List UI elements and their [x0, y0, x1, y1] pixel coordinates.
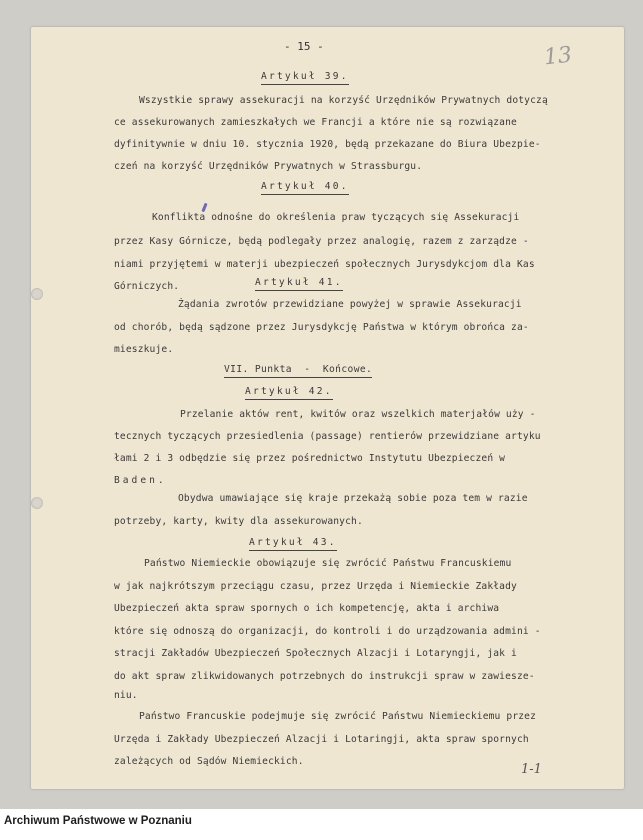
- text-line: Konflikta odnośne do określenia praw tyczących się Assekuracji: [152, 212, 520, 223]
- text-line: od chorób, będą sądzone przez Jurysdykcję Państwa w którym obrońca za-: [114, 322, 529, 333]
- article-heading: Artykuł 43.: [249, 537, 337, 551]
- article-heading: Artykuł 42.: [245, 386, 333, 400]
- page-number: - 15 -: [284, 40, 324, 53]
- text-line: stracji Zakładów Ubezpieczeń Społecznych Alzacji i Lotaryngji, jak i: [114, 648, 517, 659]
- text-line: Państwo Niemieckie obowiązuje się zwrócić Państwu Francuskiemu: [144, 558, 512, 569]
- article-heading: Artykuł 39.: [261, 71, 349, 85]
- punch-hole: [31, 497, 43, 509]
- text-line: Obydwa umawiające się kraje przekażą sobie poza tem w razie: [178, 493, 528, 504]
- text-line: niami przyjętemi w materji ubezpieczeń społecznych Jurysdykcjom dla Kas: [114, 259, 535, 270]
- text-line: które się odnoszą do organizacji, do kontroli i do urządzowania admini -: [114, 626, 541, 637]
- article-heading: Artykuł 41.: [255, 277, 343, 291]
- text-line: do akt spraw zlikwidowanych potrzebnych do instrukcji spraw w zawiesze-: [114, 671, 535, 682]
- text-line: Górniczych.: [114, 281, 180, 292]
- text-line: czeń na korzyść Urzędników Prywatnych w Strassburgu.: [114, 161, 423, 172]
- archive-name: Archiwum Państwowe w Poznaniu: [4, 815, 192, 827]
- text-line: Wszystkie sprawy assekuracji na korzyść Urzędników Prywatnych dotyczą: [139, 95, 548, 106]
- text-line: ce assekurowanych zamieszkałych we Francji a które nie są rozwiązane: [114, 117, 517, 128]
- text-line: łami 2 i 3 odbędzie się przez pośrednictwo Instytutu Ubezpieczeń w: [114, 453, 506, 464]
- text-line: przez Kasy Górnicze, będą podlegały przez analogię, razem z zarządze -: [114, 236, 529, 247]
- text-line: Żądania zwrotów przewidziane powyżej w sprawie Assekuracji: [178, 299, 522, 310]
- handwritten-page-number: 13: [542, 42, 574, 71]
- text-line: potrzeby, karty, kwity dla assekurowanych.: [114, 516, 363, 527]
- text-line: Przelanie aktów rent, kwitów oraz wszelkich materjałów uży -: [180, 409, 536, 420]
- text-line: zależących od Sądów Niemieckich.: [114, 756, 304, 767]
- text-line: dyfinitywnie w dniu 10. stycznia 1920, będą przekazane do Biura Ubezpie-: [114, 139, 541, 150]
- section-heading: VII. Punkta - Końcowe.: [224, 364, 372, 378]
- text-line: niu.: [114, 690, 138, 701]
- punch-hole: [31, 288, 43, 300]
- text-line: tecznych tyczących przesiedlenia (passage) rentierów przewidziane artyku: [114, 431, 541, 442]
- text-line: mieszkuje.: [114, 344, 174, 355]
- text-line: Państwo Francuskie podejmuje się zwrócić Państwu Niemieckiemu przez: [139, 711, 537, 722]
- article-heading: Artykuł 40.: [261, 181, 349, 195]
- text-line: Ubezpieczeń akta spraw spornych o ich kompetencję, akta i archiwa: [114, 603, 500, 614]
- text-line: Baden.: [114, 475, 167, 486]
- text-line: Urzęda i Zakłady Ubezpieczeń Alzacji i Lotaringji, akta spraw spornych: [114, 734, 529, 745]
- text-line: w jak najkrótszym przeciągu czasu, przez Urzęda i Niemieckie Zakłady: [114, 581, 517, 592]
- handwritten-note: 1-1: [521, 762, 542, 777]
